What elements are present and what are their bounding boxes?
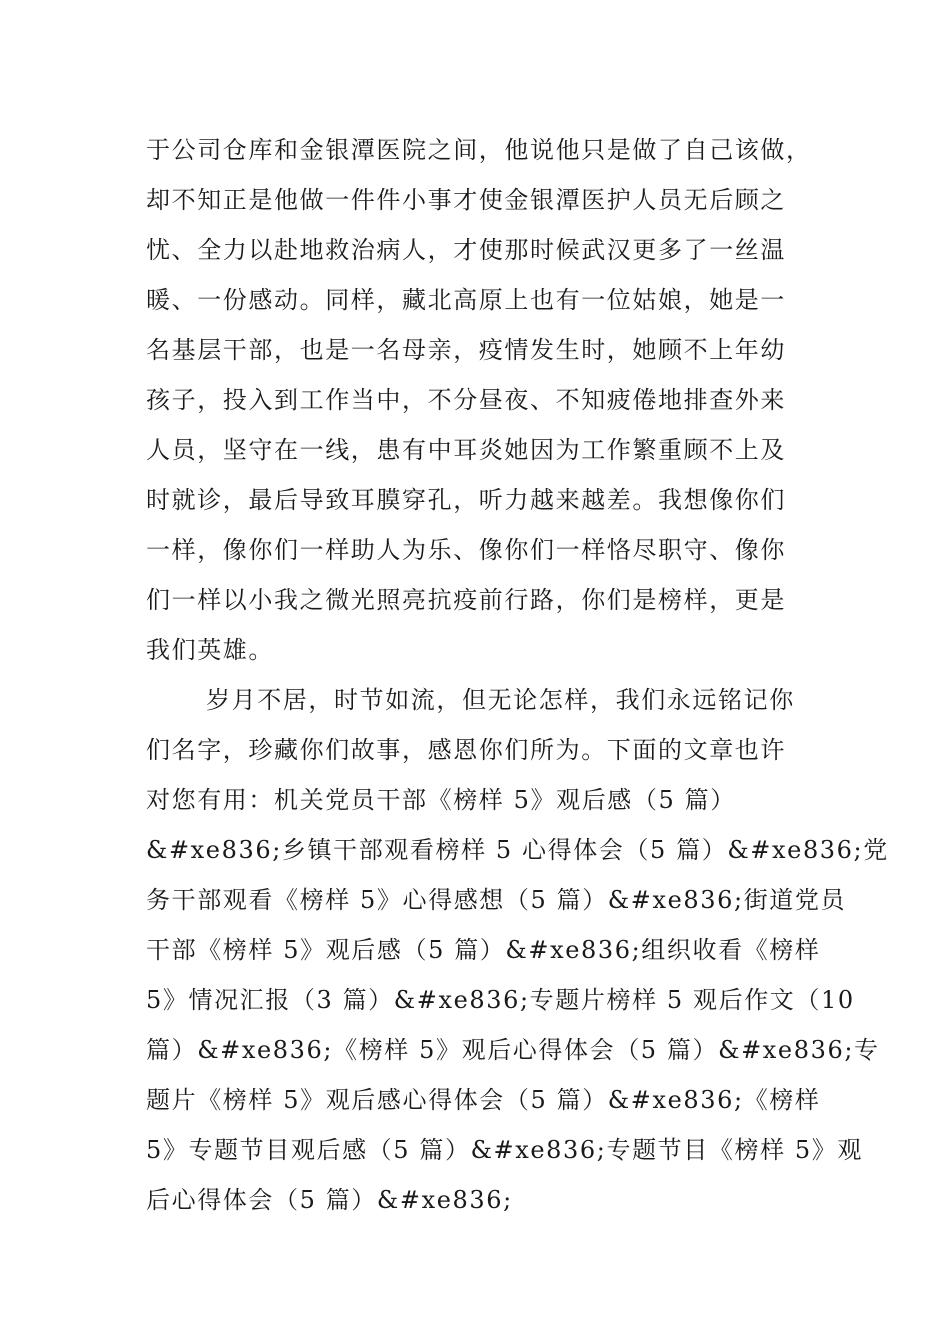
text-line: 对您有用：机关党员干部《榜样 5》观后感（5 篇） [146, 786, 736, 814]
text-line: 干部《榜样 5》观后感（5 篇）&#xe836;组织收看《榜样 [146, 936, 821, 964]
text-line: 人员，坚守在一线，患有中耳炎她因为工作繁重顾不上及 [146, 436, 786, 464]
text-line: 后心得体会（5 篇）&#xe836; [146, 1186, 513, 1214]
text-line: 暖、一份感动。同样，藏北高原上也有一位姑娘，她是一 [146, 286, 786, 314]
text-line: 5》情况汇报（3 篇）&#xe836;专题片榜样 5 观后作文（10 [146, 986, 855, 1014]
paragraph-first-line: 岁月不居，时节如流，但无论怎样，我们永远铭记你 [206, 686, 795, 714]
text-line: 孩子，投入到工作当中，不分昼夜、不知疲倦地排查外来 [146, 386, 786, 414]
text-line: 5》专题节目观后感（5 篇）&#xe836;专题节目《榜样 5》观 [146, 1136, 863, 1164]
text-line: 一样，像你们一样助人为乐、像你们一样恪尽职守、像你 [146, 536, 786, 564]
text-line: 于公司仓库和金银潭医院之间，他说他只是做了自己该做， [146, 136, 812, 164]
text-line: &#xe836;乡镇干部观看榜样 5 心得体会（5 篇）&#xe836;党 [146, 836, 889, 864]
text-line: 题片《榜样 5》观后感心得体会（5 篇）&#xe836;《榜样 [146, 1086, 821, 1114]
text-line: 务干部观看《榜样 5》心得感想（5 篇）&#xe836;街道党员 [146, 886, 847, 914]
text-line: 我们英雄。 [146, 636, 274, 664]
text-line: 却不知正是他做一件件小事才使金银潭医护人员无后顾之 [146, 186, 786, 214]
text-line: 名基层干部，也是一名母亲，疫情发生时，她顾不上年幼 [146, 336, 786, 364]
text-line: 时就诊，最后导致耳膜穿孔，听力越来越差。我想像你们 [146, 486, 786, 514]
text-line: 篇）&#xe836;《榜样 5》观后心得体会（5 篇）&#xe836;专 [146, 1036, 880, 1064]
text-line: 们一样以小我之微光照亮抗疫前行路，你们是榜样，更是 [146, 586, 786, 614]
text-line: 们名字，珍藏你们故事，感恩你们所为。下面的文章也许 [146, 736, 786, 764]
text-line: 忧、全力以赴地救治病人，才使那时候武汉更多了一丝温 [146, 236, 786, 264]
